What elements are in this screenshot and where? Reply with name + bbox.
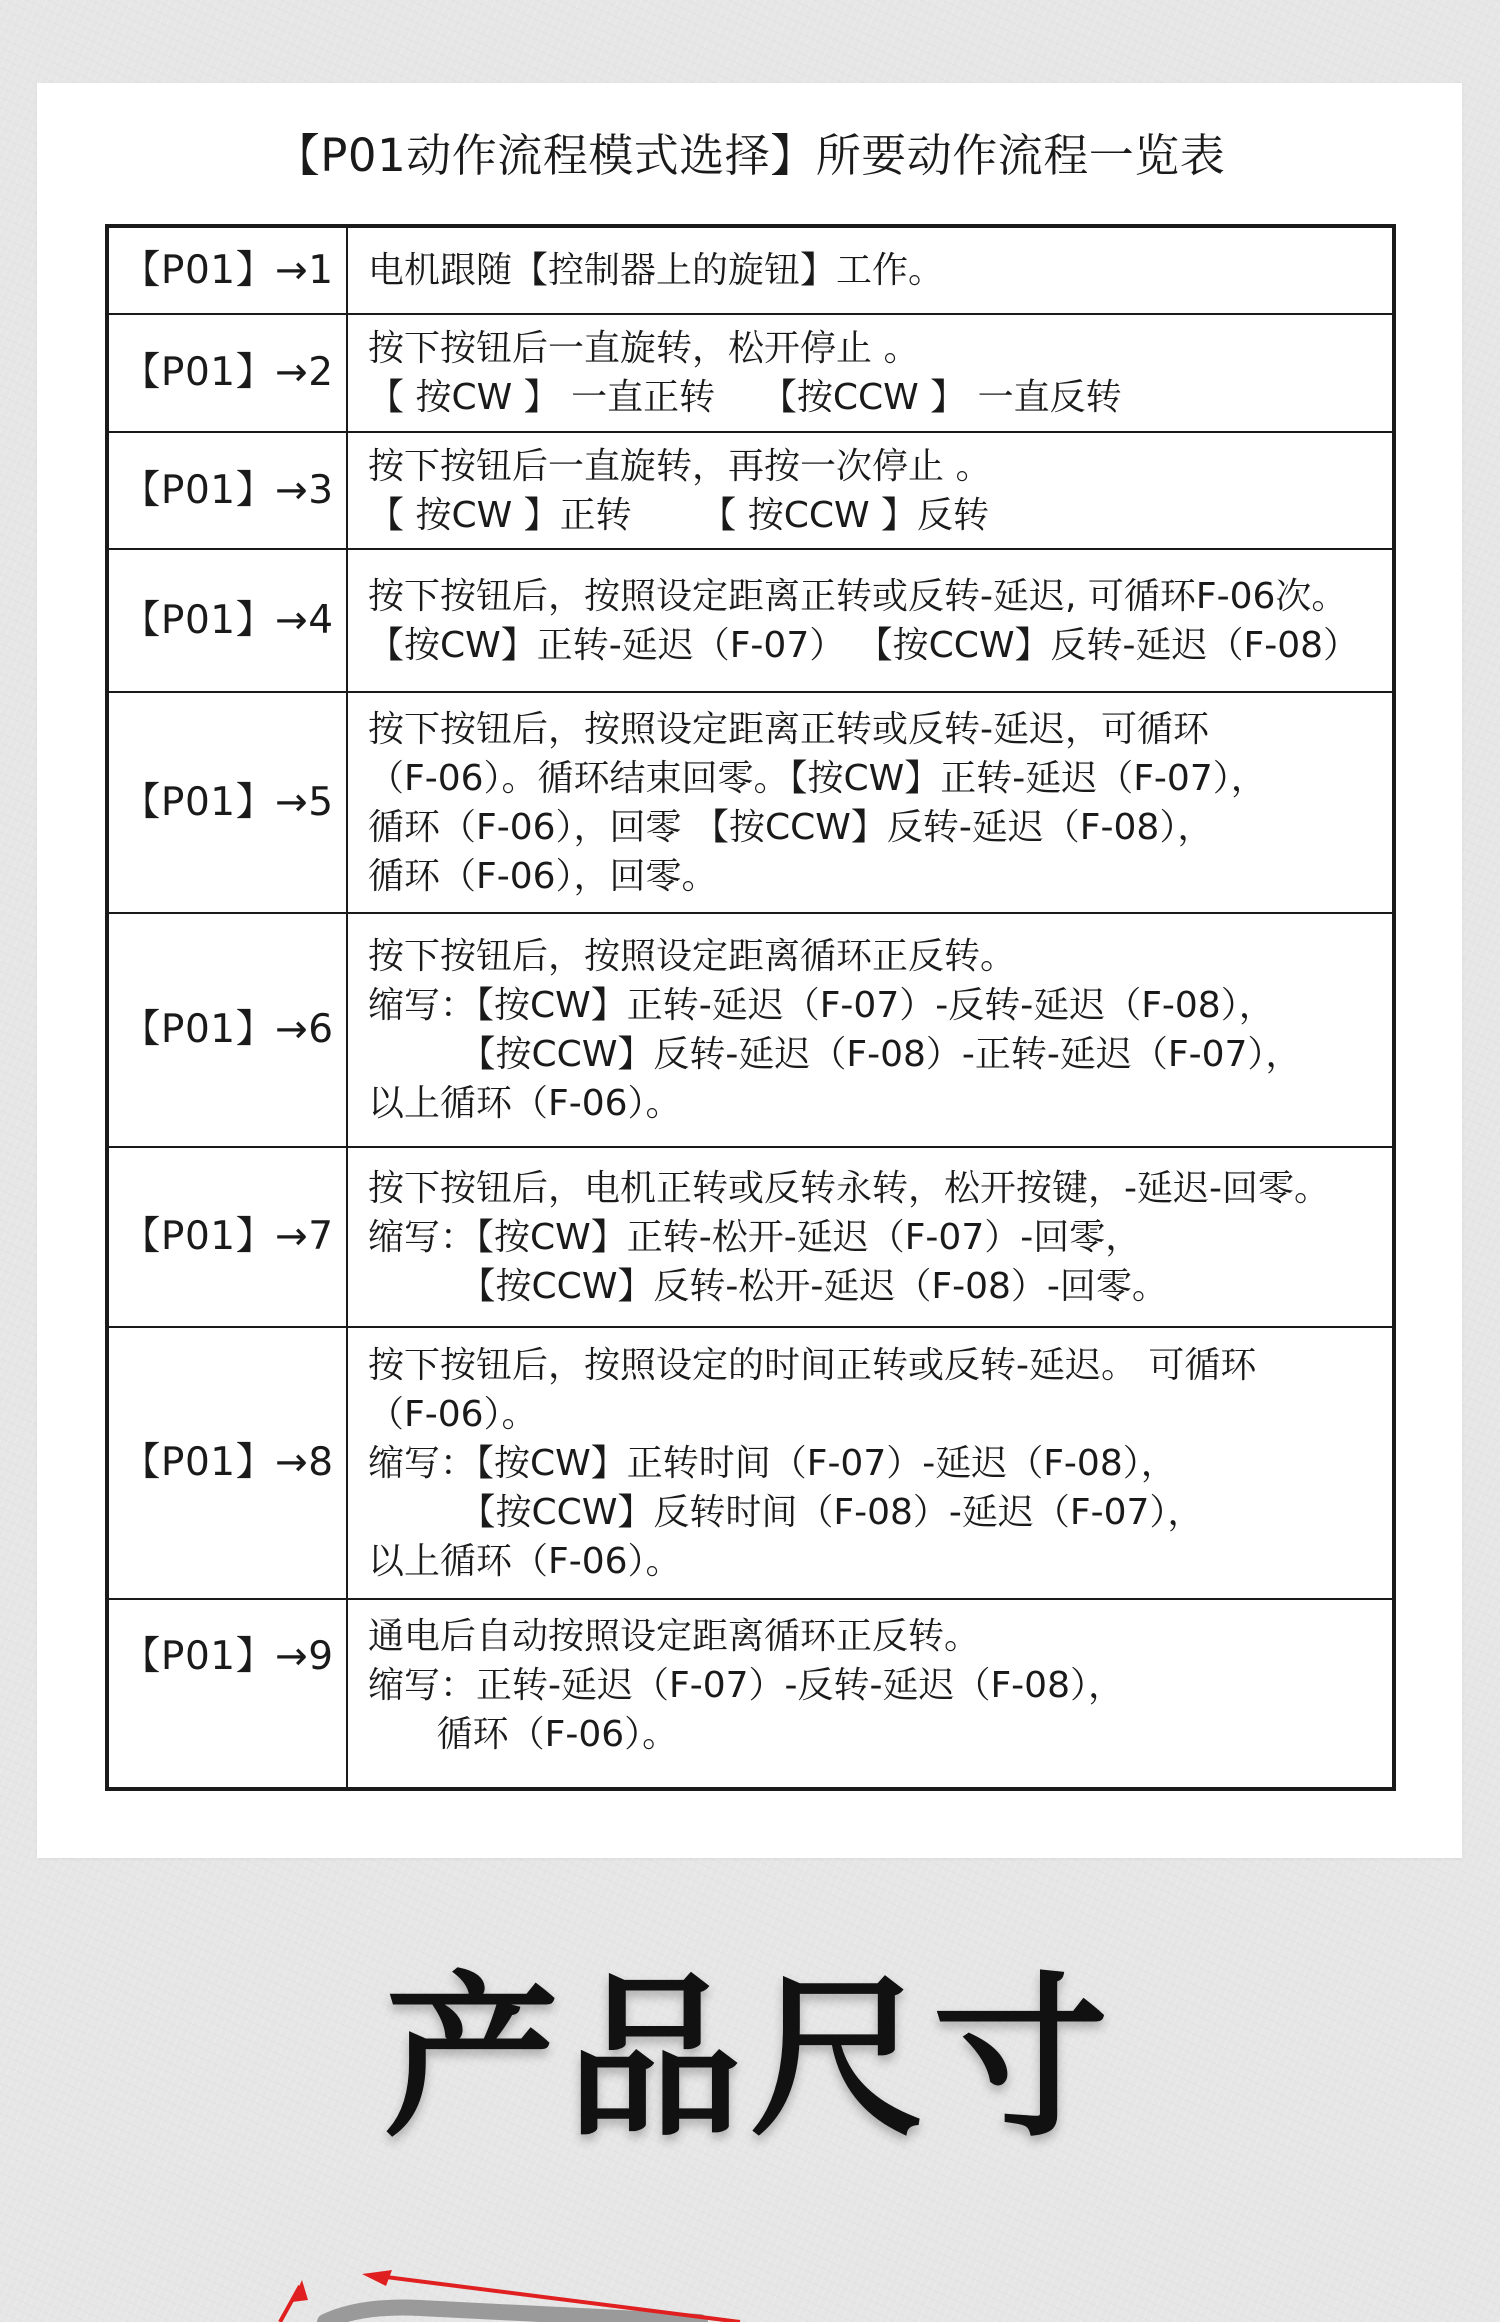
mode-description	[347, 1327, 1394, 1599]
table-row	[107, 1147, 1394, 1327]
dimension-drawing-preview	[0, 2250, 1500, 2322]
page-title: 【P01动作流程模式选择】所要动作流程一览表	[274, 129, 1226, 182]
description-line: 按下按钮后，电机正转或反转永转，松开按键，-延迟-回零。	[368, 1167, 1330, 1209]
description-line: 电机跟随【控制器上的旋钮】工作。	[368, 250, 945, 291]
mode-code: 【P01】→4	[107, 549, 347, 692]
description-line: 【按CCW】反转时间（F-08）-延迟（F-07），	[368, 1491, 1204, 1533]
description-line: 缩写：【按CW】正转时间（F-07）-延迟（F-08），	[368, 1442, 1177, 1484]
mode-code: 【P01】→7	[107, 1147, 347, 1327]
description-line: 缩写：【按CW】正转-延迟（F-07）-反转-延迟（F-08），	[368, 985, 1275, 1026]
action-flow-table	[105, 224, 1396, 1791]
mode-description	[347, 1599, 1394, 1789]
description-line: 以上循环（F-06）。	[368, 1540, 682, 1582]
description-line: 以上循环（F-06）。	[368, 1083, 682, 1124]
description-line: 循环（F-06），回零 【按CCW】反转-延迟（F-08），	[368, 806, 1214, 848]
mode-code: 【P01】→8	[107, 1327, 347, 1599]
mode-description	[347, 226, 1394, 314]
description-line: 循环（F-06）。	[368, 1714, 679, 1755]
mode-code: 【P01】→5	[107, 692, 347, 913]
mode-code: 【P01】→1	[107, 226, 347, 314]
table-row	[107, 549, 1394, 692]
description-line: 按下按钮后，按照设定距离循环正反转。	[368, 936, 1017, 977]
description-line: 循环（F-06），回零。	[368, 855, 718, 897]
description-line: 【按CW】正转-延迟（F-07） 【按CCW】反转-延迟（F-08）	[368, 624, 1360, 666]
mode-description	[347, 913, 1394, 1147]
table-row	[107, 913, 1394, 1147]
table-row	[107, 314, 1394, 432]
mode-description	[347, 314, 1394, 432]
description-line: 缩写：正转-延迟（F-07）-反转-延迟（F-08），	[368, 1665, 1124, 1706]
table-row	[107, 1599, 1394, 1789]
mode-description	[347, 692, 1394, 913]
description-line: 按下按钮后一直旋转，松开停止 。	[368, 328, 920, 369]
table-row	[107, 1327, 1394, 1599]
mode-description	[347, 1147, 1394, 1327]
description-line: 按下按钮后，按照设定距离正转或反转-延迟, 可循环F-06次。	[368, 575, 1348, 617]
description-line: 【按CCW】反转-延迟（F-08）-正转-延迟（F-07），	[368, 1034, 1302, 1075]
description-line: 【按CCW】反转-松开-延迟（F-08）-回零。	[368, 1265, 1168, 1307]
table-row	[107, 226, 1394, 314]
table-row	[107, 432, 1394, 549]
description-line: （F-06）。循环结束回零。【按CW】正转-延迟（F-07），	[368, 757, 1267, 799]
mode-code: 【P01】→6	[107, 913, 347, 1147]
mode-code: 【P01】→3	[107, 432, 347, 549]
mode-description	[347, 549, 1394, 692]
description-line: 缩写：【按CW】正转-松开-延迟（F-07）-回零，	[368, 1216, 1142, 1258]
mode-code: 【P01】→9	[107, 1599, 347, 1789]
description-line: 【 按CW 】正转 【 按CCW 】反转	[368, 494, 990, 536]
table-row	[107, 692, 1394, 913]
product-size-heading: 产品尺寸	[384, 1958, 1116, 2161]
description-line: 【 按CW 】 一直正转 【按CCW 】 一直反转	[368, 377, 1122, 418]
description-line: 通电后自动按照设定距离循环正反转。	[368, 1616, 981, 1657]
arrow-head-icon	[292, 2280, 308, 2302]
description-line: 按下按钮后一直旋转，再按一次停止 。	[368, 445, 992, 487]
description-line: （F-06）。	[368, 1393, 538, 1435]
description-line: 按下按钮后，按照设定距离正转或反转-延迟，可循环	[368, 708, 1209, 750]
description-line: 按下按钮后，按照设定的时间正转或反转-延迟。 可循环	[368, 1344, 1257, 1386]
mode-description	[347, 432, 1394, 549]
arrow-head-icon	[362, 2270, 392, 2286]
mode-code: 【P01】→2	[107, 314, 347, 432]
